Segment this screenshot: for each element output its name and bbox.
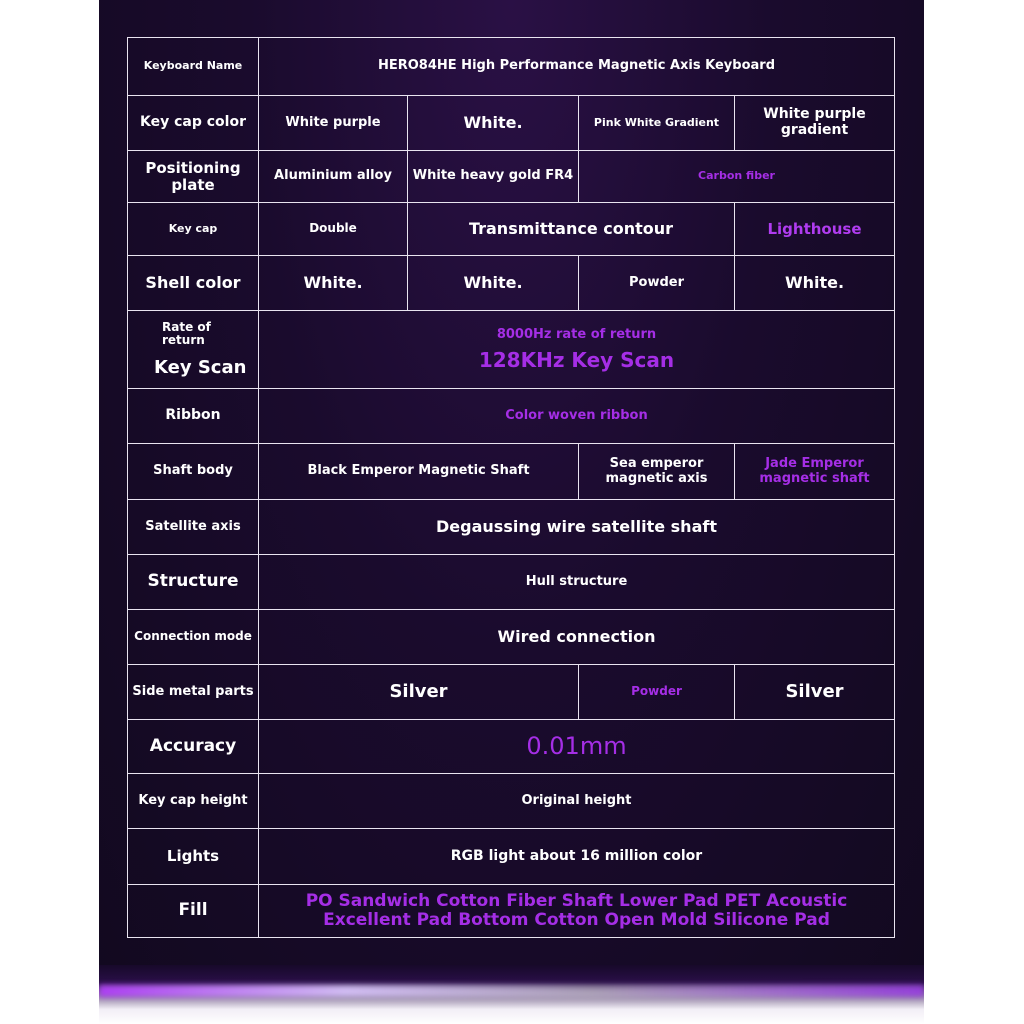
label-key-cap-height: Key cap height	[128, 774, 259, 829]
row-keyboard-name	[128, 38, 895, 96]
value-ribbon: Color woven ribbon	[259, 389, 895, 444]
row-ribbon	[128, 389, 895, 444]
label-key-scan	[128, 311, 259, 389]
value-structure: Hull structure	[259, 555, 895, 610]
value-satellite-axis: Degaussing wire satellite shaft	[259, 500, 895, 555]
row-key-cap-height	[128, 774, 895, 829]
spec-panel	[99, 0, 924, 1024]
value-side-metal-3: Silver	[735, 665, 895, 720]
label-keyboard-name: Keyboard Name	[128, 38, 259, 96]
value-key-scan	[259, 311, 895, 389]
label-rate-of-return: Rate of return	[162, 319, 211, 348]
label-side-metal-parts: Side metal parts	[128, 665, 259, 720]
row-connection-mode	[128, 610, 895, 665]
row-lights	[128, 829, 895, 885]
value-key-cap-height: Original height	[259, 774, 895, 829]
rgb-glow-edge	[99, 985, 924, 997]
label-satellite-axis: Satellite axis	[128, 500, 259, 555]
row-accuracy	[128, 720, 895, 774]
label-shell-color: Shell color	[128, 256, 259, 311]
row-structure	[128, 555, 895, 610]
value-shaft-1: Black Emperor Magnetic Shaft	[259, 444, 579, 500]
row-fill	[128, 885, 895, 938]
label-lights: Lights	[128, 829, 259, 885]
value-key-cap-1: Double	[259, 203, 408, 256]
label-fill: Fill	[128, 885, 259, 938]
value-key-cap-color-2: White.	[408, 96, 579, 151]
value-key-cap-2: Transmittance contour	[408, 203, 735, 256]
value-shell-1: White.	[259, 256, 408, 311]
label-key-cap-color: Key cap color	[128, 96, 259, 151]
value-key-cap-3: Lighthouse	[735, 203, 895, 256]
label-shaft-body: Shaft body	[128, 444, 259, 500]
label-connection-mode: Connection mode	[128, 610, 259, 665]
value-plate-2: White heavy gold FR4	[408, 151, 579, 203]
label-accuracy: Accuracy	[128, 720, 259, 774]
row-satellite-axis	[128, 500, 895, 555]
row-positioning-plate	[128, 151, 895, 203]
value-key-scan-text: 128KHz Key Scan	[478, 347, 675, 372]
value-shaft-2: Sea emperor magnetic axis	[579, 444, 735, 500]
value-side-metal-2: Powder	[579, 665, 735, 720]
value-rate-of-return: 8000Hz rate of return	[496, 327, 657, 343]
value-plate-3: Carbon fiber	[579, 151, 895, 203]
spec-table	[127, 37, 895, 938]
label-structure: Structure	[128, 555, 259, 610]
value-shell-2: White.	[408, 256, 579, 311]
value-key-cap-color-4: White purple gradient	[735, 96, 895, 151]
row-key-cap-color	[128, 96, 895, 151]
value-key-cap-color-1: White purple	[259, 96, 408, 151]
row-side-metal-parts	[128, 665, 895, 720]
value-side-metal-1: Silver	[259, 665, 579, 720]
value-connection-mode: Wired connection	[259, 610, 895, 665]
value-fill: PO Sandwich Cotton Fiber Shaft Lower Pad PET Acoustic Excellent Pad Bottom Cotton Open Mold Silicone Pad	[259, 885, 895, 938]
value-key-cap-color-3: Pink White Gradient	[579, 96, 735, 151]
row-key-scan	[128, 311, 895, 389]
row-shell-color	[128, 256, 895, 311]
row-key-cap	[128, 203, 895, 256]
label-ribbon: Ribbon	[128, 389, 259, 444]
value-shaft-3: Jade Emperor magnetic shaft	[735, 444, 895, 500]
label-key-cap: Key cap	[128, 203, 259, 256]
value-keyboard-name: HERO84HE High Performance Magnetic Axis Keyboard	[259, 38, 895, 96]
value-shell-3: Powder	[579, 256, 735, 311]
label-key-scan-text: Key Scan	[154, 356, 247, 378]
value-shell-4: White.	[735, 256, 895, 311]
value-lights: RGB light about 16 million color	[259, 829, 895, 885]
value-plate-1: Aluminium alloy	[259, 151, 408, 203]
label-positioning-plate: Positioning plate	[128, 151, 259, 203]
value-accuracy: 0.01mm	[259, 720, 895, 774]
row-shaft-body	[128, 444, 895, 500]
